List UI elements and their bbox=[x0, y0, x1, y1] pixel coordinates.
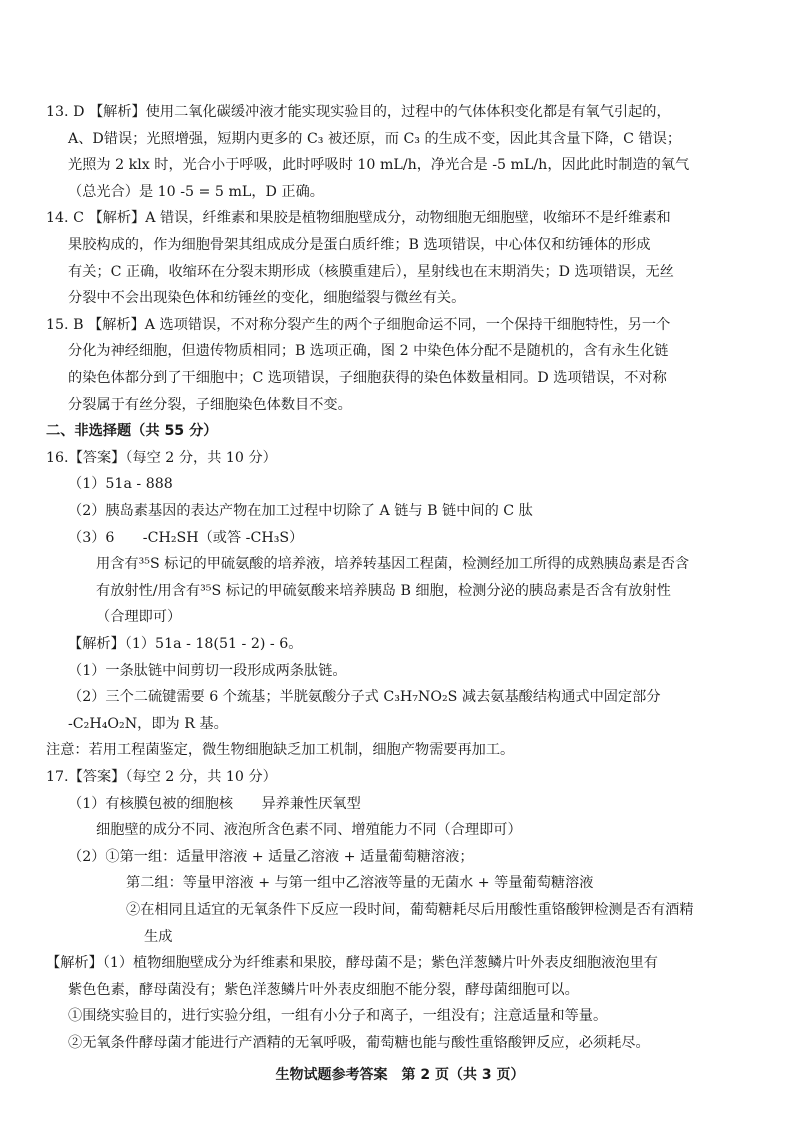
q14-line-3: 有关；C 正确，收缩环在分裂末期形成（核膜重建后），星射线也在末期消失；D 选项错误，无丝 bbox=[68, 263, 674, 280]
q13-line-4: （总光合）是 10 -5 = 5 mL，D 正确。 bbox=[68, 183, 324, 200]
page-footer: 生物试题参考答案 第 2 页（共 3 页） bbox=[275, 1066, 525, 1083]
q16-answer-3-detail-2: 有放射性/用含有³⁵S 标记的甲硫氨酸来培养胰岛 B 细胞，检测分泌的胰岛素是否含有放射性 bbox=[96, 582, 671, 599]
q17-analysis-4: ②无氧条件酵母菌才能进行产酒精的无氧呼吸，葡萄糖也能与酸性重铬酸钾反应，必须耗尽。 bbox=[68, 1035, 650, 1051]
q16-answer-1: （1）51a - 888 bbox=[68, 476, 173, 493]
q17-analysis-2: 紫色色素，酵母菌没有；紫色洋葱鳞片叶外表皮细胞不能分裂，酵母菌细胞可以。 bbox=[68, 981, 579, 998]
q17-answer-1: （1）有核膜包被的细胞核 异养兼性厌氧型 bbox=[68, 795, 361, 812]
q14-line-2: 果胶构成的，作为细胞骨架其组成成分是蛋白质纤维；B 选项错误，中心体仅和纺锤体的形成 bbox=[68, 237, 651, 253]
q15-line-4: 分裂属于有丝分裂，子细胞染色体数目不变。 bbox=[68, 396, 352, 413]
q17-answer-2-group-1: （2）①第一组：适量甲溶液 + 适量乙溶液 + 适量葡萄糖溶液； bbox=[68, 848, 474, 865]
q17-answer-1-detail: 细胞壁的成分不同、液泡所含色素不同、增殖能力不同（合理即可） bbox=[96, 822, 522, 839]
q16-note: 注意：若用工程菌鉴定，微生物细胞缺乏加工机制，细胞产物需要再加工。 bbox=[46, 742, 515, 759]
q16-answer-heading: 16.【答案】（每空 2 分，共 10 分） bbox=[46, 449, 277, 466]
q17-answer-2-step-2: ②在相同且适宜的无氧条件下反应一段时间，葡萄糖耗尽后用酸性重铬酸钾检测是否有酒精 bbox=[126, 902, 694, 918]
q16-analysis-2: （1）一条肽链中间剪切一段形成两条肽链。 bbox=[68, 662, 347, 679]
q16-analysis-4: -C₂H₄O₂N，即为 R 基。 bbox=[68, 715, 228, 732]
q17-answer-2-group-2: 第二组：等量甲溶液 + 与第一组中乙溶液等量的无菌水 + 等量葡萄糖溶液 bbox=[126, 875, 594, 892]
section-heading: 二、非选择题（共 55 分） bbox=[46, 423, 218, 440]
q17-analysis-1: 【解析】（1）植物细胞壁成分为纤维素和果胶，酵母菌不是；紫色洋葱鳞片叶外表皮细胞液泡里有 bbox=[46, 955, 658, 972]
q17-answer-heading: 17.【答案】（每空 2 分，共 10 分） bbox=[46, 769, 277, 785]
q16-answer-3-detail-3: （合理即可） bbox=[96, 609, 182, 626]
q15-line-1: 15. B 【解析】A 选项错误，不对称分裂产生的两个子细胞命运不同，一个保持干细胞特性，另一个 bbox=[46, 316, 671, 333]
q13-line-3: 光照为 2 klx 时，光合小于呼吸，此时呼吸时 10 mL/h，净光合是 -5 mL/h，因此此时制造的氧气 bbox=[68, 157, 690, 174]
q16-analysis-1: 【解析】（1）51a - 18(51 - 2) - 6。 bbox=[68, 636, 303, 652]
q17-analysis-3: ①围绕实验目的，进行实验分组，一组有小分子和离子，一组没有；注意适量和等量。 bbox=[68, 1008, 608, 1025]
q17-answer-2-step-2-end: 生成 bbox=[144, 928, 173, 945]
q16-answer-3: （3）6 -CH₂SH（或答 -CH₃S） bbox=[68, 529, 304, 546]
q14-line-4: 分裂中不会出现染色体和纺锤丝的变化，细胞缢裂与微丝有关。 bbox=[68, 290, 466, 307]
q15-line-2: 分化为神经细胞，但遗传物质相同；B 选项正确，图 2 中染色体分配不是随机的，含有永生化链 bbox=[68, 343, 669, 360]
q14-line-1: 14. C 【解析】A 错误，纤维素和果胶是植物细胞壁成分，动物细胞无细胞壁，收缩环不是纤维素和 bbox=[46, 210, 671, 227]
q13-line-2: A、D错误；光照增强，短期内更多的 C₃ 被还原，而 C₃ 的生成不变，因此其含量下降，C 错误； bbox=[68, 130, 682, 147]
q16-answer-2: （2）胰岛素基因的表达产物在加工过程中切除了 A 链与 B 链中间的 C 肽 bbox=[68, 503, 533, 519]
q16-answer-3-detail-1: 用含有³⁵S 标记的甲硫氨酸的培养液，培养转基因工程菌，检测经加工所得的成熟胰岛素是否含 bbox=[96, 556, 690, 573]
q16-analysis-3: （2）三个二硫键需要 6 个巯基；半胱氨酸分子式 C₃H₇NO₂S 减去氨基酸结构通式中固定部分 bbox=[68, 689, 661, 706]
q15-line-3: 的染色体都分到了干细胞中；C 选项错误，子细胞获得的染色体数量相同。D 选项错误，不对称 bbox=[68, 370, 667, 386]
q13-line-1: 13. D 【解析】使用二氧化碳缓冲液才能实现实验目的，过程中的气体体积变化都是有氧气引起的， bbox=[46, 104, 671, 120]
